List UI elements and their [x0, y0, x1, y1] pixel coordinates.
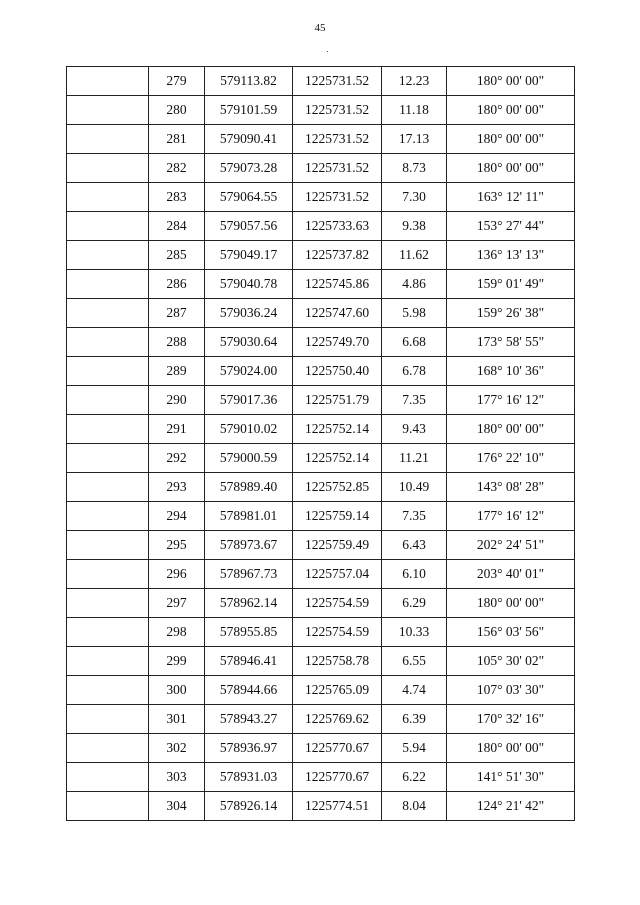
table-row: [67, 386, 575, 415]
table-row: [67, 473, 575, 502]
page-number: 45: [314, 22, 326, 34]
table-row: [67, 444, 575, 473]
x-coordinate-cell: 578967.73: [205, 560, 293, 589]
y-coordinate-cell: 1225770.67: [293, 734, 382, 763]
x-coordinate-cell: 579073.28: [205, 154, 293, 183]
table-row: [67, 763, 575, 792]
bearing-cell: 153° 27' 44": [447, 212, 575, 241]
empty-cell: [67, 560, 149, 589]
point-number-cell: 300: [149, 676, 205, 705]
y-coordinate-cell: 1225731.52: [293, 183, 382, 212]
x-coordinate-cell: 579090.41: [205, 125, 293, 154]
distance-cell: 6.55: [382, 647, 447, 676]
distance-cell: 10.49: [382, 473, 447, 502]
y-coordinate-cell: 1225731.52: [293, 154, 382, 183]
point-number-cell: 282: [149, 154, 205, 183]
point-number-cell: 286: [149, 270, 205, 299]
table-row: [67, 299, 575, 328]
empty-cell: [67, 328, 149, 357]
bearing-cell: 168° 10' 36": [447, 357, 575, 386]
x-coordinate-cell: 578944.66: [205, 676, 293, 705]
table-row: [67, 328, 575, 357]
distance-cell: 4.86: [382, 270, 447, 299]
table-row: [67, 241, 575, 270]
point-number-cell: 280: [149, 96, 205, 125]
x-coordinate-cell: 578989.40: [205, 473, 293, 502]
distance-cell: 7.35: [382, 502, 447, 531]
empty-cell: [67, 212, 149, 241]
bearing-cell: 107° 03' 30": [447, 676, 575, 705]
empty-cell: [67, 589, 149, 618]
bearing-cell: 180° 00' 00": [447, 589, 575, 618]
y-coordinate-cell: 1225733.63: [293, 212, 382, 241]
point-number-cell: 304: [149, 792, 205, 821]
distance-cell: 12.23: [382, 67, 447, 96]
empty-cell: [67, 618, 149, 647]
point-number-cell: 279: [149, 67, 205, 96]
x-coordinate-cell: 579113.82: [205, 67, 293, 96]
x-coordinate-cell: 579010.02: [205, 415, 293, 444]
point-number-cell: 285: [149, 241, 205, 270]
point-number-cell: 283: [149, 183, 205, 212]
point-number-cell: 295: [149, 531, 205, 560]
bearing-cell: 156° 03' 56": [447, 618, 575, 647]
empty-cell: [67, 531, 149, 560]
table-row: [67, 589, 575, 618]
x-coordinate-cell: 579064.55: [205, 183, 293, 212]
x-coordinate-cell: 579057.56: [205, 212, 293, 241]
bearing-cell: 203° 40' 01": [447, 560, 575, 589]
x-coordinate-cell: 578931.03: [205, 763, 293, 792]
y-coordinate-cell: 1225752.85: [293, 473, 382, 502]
x-coordinate-cell: 579036.24: [205, 299, 293, 328]
bearing-cell: 180° 00' 00": [447, 415, 575, 444]
bearing-cell: 141° 51' 30": [447, 763, 575, 792]
distance-cell: 11.18: [382, 96, 447, 125]
point-number-cell: 281: [149, 125, 205, 154]
distance-cell: 5.98: [382, 299, 447, 328]
distance-cell: 5.94: [382, 734, 447, 763]
table-row: [67, 792, 575, 821]
point-number-cell: 284: [149, 212, 205, 241]
y-coordinate-cell: 1225770.67: [293, 763, 382, 792]
point-number-cell: 303: [149, 763, 205, 792]
point-number-cell: 299: [149, 647, 205, 676]
y-coordinate-cell: 1225745.86: [293, 270, 382, 299]
empty-cell: [67, 386, 149, 415]
empty-cell: [67, 299, 149, 328]
x-coordinate-cell: 579024.00: [205, 357, 293, 386]
table-row: [67, 96, 575, 125]
y-coordinate-cell: 1225749.70: [293, 328, 382, 357]
distance-cell: 6.10: [382, 560, 447, 589]
x-coordinate-cell: 578955.85: [205, 618, 293, 647]
empty-cell: [67, 705, 149, 734]
y-coordinate-cell: 1225774.51: [293, 792, 382, 821]
x-coordinate-cell: 578973.67: [205, 531, 293, 560]
empty-cell: [67, 502, 149, 531]
x-coordinate-cell: 579040.78: [205, 270, 293, 299]
y-coordinate-cell: 1225758.78: [293, 647, 382, 676]
distance-cell: 6.29: [382, 589, 447, 618]
x-coordinate-cell: 579017.36: [205, 386, 293, 415]
bearing-cell: 170° 32' 16": [447, 705, 575, 734]
empty-cell: [67, 154, 149, 183]
table-row: [67, 125, 575, 154]
point-number-cell: 293: [149, 473, 205, 502]
point-number-cell: 298: [149, 618, 205, 647]
distance-cell: 11.21: [382, 444, 447, 473]
bearing-cell: 177° 16' 12": [447, 502, 575, 531]
bearing-cell: 180° 00' 00": [447, 96, 575, 125]
bearing-cell: 180° 00' 00": [447, 154, 575, 183]
empty-cell: [67, 357, 149, 386]
coordinates-table-body: [67, 67, 575, 821]
empty-cell: [67, 96, 149, 125]
table-row: [67, 647, 575, 676]
point-number-cell: 291: [149, 415, 205, 444]
x-coordinate-cell: 578936.97: [205, 734, 293, 763]
y-coordinate-cell: 1225737.82: [293, 241, 382, 270]
table-row: [67, 183, 575, 212]
empty-cell: [67, 270, 149, 299]
empty-cell: [67, 183, 149, 212]
bearing-cell: 124° 21' 42": [447, 792, 575, 821]
table-row: [67, 531, 575, 560]
bearing-cell: 177° 16' 12": [447, 386, 575, 415]
x-coordinate-cell: 579030.64: [205, 328, 293, 357]
x-coordinate-cell: 579000.59: [205, 444, 293, 473]
empty-cell: [67, 415, 149, 444]
point-number-cell: 290: [149, 386, 205, 415]
point-number-cell: 289: [149, 357, 205, 386]
table-row: [67, 212, 575, 241]
distance-cell: 7.35: [382, 386, 447, 415]
x-coordinate-cell: 579049.17: [205, 241, 293, 270]
distance-cell: 6.22: [382, 763, 447, 792]
distance-cell: 7.30: [382, 183, 447, 212]
bearing-cell: 136° 13' 13": [447, 241, 575, 270]
distance-cell: 4.74: [382, 676, 447, 705]
bearing-cell: 143° 08' 28": [447, 473, 575, 502]
table-row: [67, 415, 575, 444]
y-coordinate-cell: 1225731.52: [293, 96, 382, 125]
distance-cell: 10.33: [382, 618, 447, 647]
y-coordinate-cell: 1225759.49: [293, 531, 382, 560]
table-row: [67, 676, 575, 705]
bearing-cell: 163° 12' 11": [447, 183, 575, 212]
coordinates-table: [66, 66, 575, 821]
y-coordinate-cell: 1225750.40: [293, 357, 382, 386]
table-row: [67, 705, 575, 734]
table-row: [67, 154, 575, 183]
x-coordinate-cell: 578981.01: [205, 502, 293, 531]
y-coordinate-cell: 1225757.04: [293, 560, 382, 589]
distance-cell: 6.78: [382, 357, 447, 386]
distance-cell: 17.13: [382, 125, 447, 154]
distance-cell: 6.68: [382, 328, 447, 357]
empty-cell: [67, 647, 149, 676]
distance-cell: 8.73: [382, 154, 447, 183]
y-coordinate-cell: 1225731.52: [293, 125, 382, 154]
y-coordinate-cell: 1225765.09: [293, 676, 382, 705]
y-coordinate-cell: 1225747.60: [293, 299, 382, 328]
point-number-cell: 296: [149, 560, 205, 589]
table-row: [67, 67, 575, 96]
y-coordinate-cell: 1225731.52: [293, 67, 382, 96]
x-coordinate-cell: 578962.14: [205, 589, 293, 618]
table-row: [67, 560, 575, 589]
table-row: [67, 734, 575, 763]
bearing-cell: 105° 30' 02": [447, 647, 575, 676]
point-number-cell: 301: [149, 705, 205, 734]
bearing-cell: 176° 22' 10": [447, 444, 575, 473]
distance-cell: 8.04: [382, 792, 447, 821]
distance-cell: 9.43: [382, 415, 447, 444]
table-row: [67, 502, 575, 531]
table-row: [67, 357, 575, 386]
empty-cell: [67, 792, 149, 821]
bearing-cell: 159° 01' 49": [447, 270, 575, 299]
distance-cell: 6.39: [382, 705, 447, 734]
x-coordinate-cell: 579101.59: [205, 96, 293, 125]
bearing-cell: 180° 00' 00": [447, 734, 575, 763]
empty-cell: [67, 67, 149, 96]
x-coordinate-cell: 578946.41: [205, 647, 293, 676]
distance-cell: 6.43: [382, 531, 447, 560]
distance-cell: 9.38: [382, 212, 447, 241]
point-number-cell: 287: [149, 299, 205, 328]
bearing-cell: 202° 24' 51": [447, 531, 575, 560]
empty-cell: [67, 241, 149, 270]
y-coordinate-cell: 1225759.14: [293, 502, 382, 531]
empty-cell: [67, 763, 149, 792]
table-row: [67, 618, 575, 647]
x-coordinate-cell: 578926.14: [205, 792, 293, 821]
point-number-cell: 302: [149, 734, 205, 763]
bearing-cell: 180° 00' 00": [447, 67, 575, 96]
y-coordinate-cell: 1225752.14: [293, 444, 382, 473]
empty-cell: [67, 444, 149, 473]
y-coordinate-cell: 1225754.59: [293, 589, 382, 618]
bearing-cell: 180° 00' 00": [447, 125, 575, 154]
scan-speck: [327, 51, 328, 52]
point-number-cell: 288: [149, 328, 205, 357]
distance-cell: 11.62: [382, 241, 447, 270]
point-number-cell: 294: [149, 502, 205, 531]
empty-cell: [67, 125, 149, 154]
empty-cell: [67, 473, 149, 502]
y-coordinate-cell: 1225754.59: [293, 618, 382, 647]
empty-cell: [67, 676, 149, 705]
bearing-cell: 173° 58' 55": [447, 328, 575, 357]
y-coordinate-cell: 1225752.14: [293, 415, 382, 444]
x-coordinate-cell: 578943.27: [205, 705, 293, 734]
y-coordinate-cell: 1225769.62: [293, 705, 382, 734]
bearing-cell: 159° 26' 38": [447, 299, 575, 328]
y-coordinate-cell: 1225751.79: [293, 386, 382, 415]
point-number-cell: 292: [149, 444, 205, 473]
empty-cell: [67, 734, 149, 763]
table-row: [67, 270, 575, 299]
point-number-cell: 297: [149, 589, 205, 618]
